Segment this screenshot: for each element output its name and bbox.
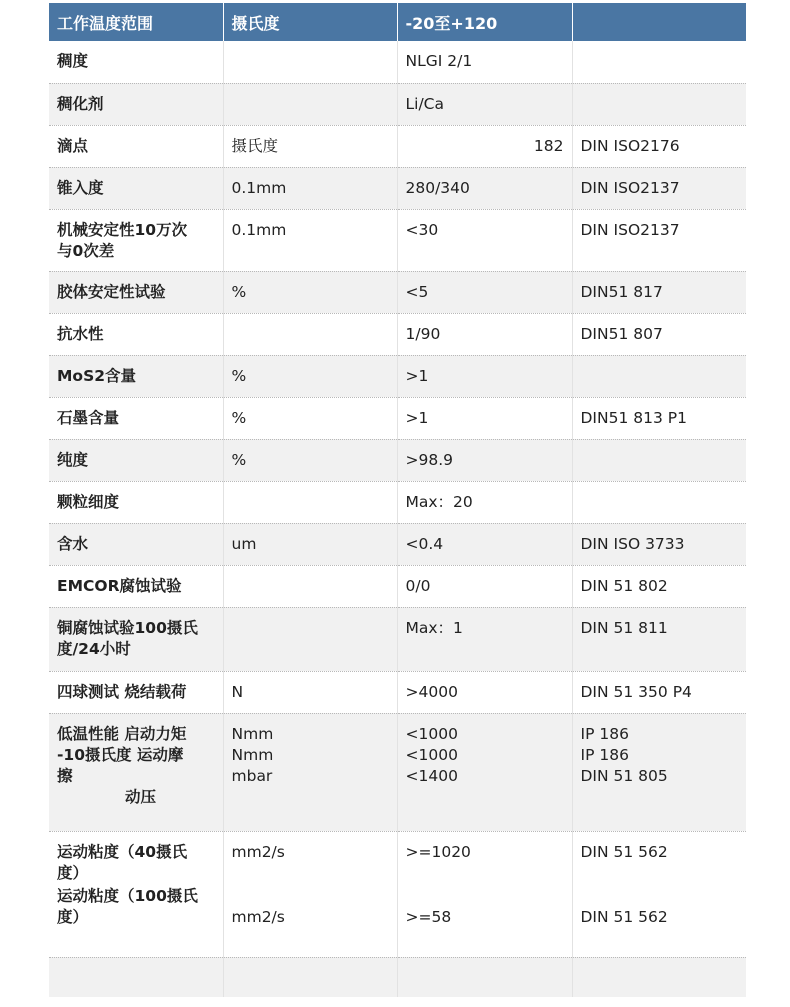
header-cell-value: -20至+120 bbox=[397, 3, 572, 41]
unit-cell bbox=[223, 397, 397, 439]
unit-cell bbox=[223, 41, 397, 83]
standard-cell bbox=[572, 565, 746, 607]
table-row bbox=[49, 167, 746, 209]
table-row bbox=[49, 271, 746, 313]
cell-text: MoS2含量 bbox=[57, 366, 137, 385]
unit-cell bbox=[223, 831, 397, 957]
cell-text: 182 bbox=[533, 136, 564, 155]
param-cell bbox=[49, 313, 223, 355]
cell-text: DIN ISO2137 bbox=[580, 220, 680, 239]
param-cell bbox=[49, 565, 223, 607]
cell-text: DIN51 807 bbox=[580, 324, 663, 343]
value-cell bbox=[397, 397, 572, 439]
cell-text: 纯度 bbox=[57, 450, 89, 469]
cell-text: 抗水性 bbox=[57, 324, 104, 343]
cell-text: 四球测试 烧结载荷 bbox=[57, 682, 187, 701]
param-cell bbox=[49, 397, 223, 439]
cell-text: >1 bbox=[405, 366, 429, 385]
table-row bbox=[49, 523, 746, 565]
cell-text: % bbox=[231, 450, 247, 469]
standard-cell bbox=[572, 41, 746, 83]
cell-text: 含水 bbox=[57, 534, 89, 553]
standard-cell bbox=[572, 523, 746, 565]
table-row bbox=[49, 397, 746, 439]
unit-cell bbox=[223, 565, 397, 607]
value-cell bbox=[397, 481, 572, 523]
cell-text: 机械安定性10万次 bbox=[57, 220, 188, 239]
table-header-row bbox=[49, 3, 746, 41]
standard-cell bbox=[572, 439, 746, 481]
value-cell bbox=[397, 831, 572, 957]
param-cell bbox=[49, 271, 223, 313]
value-cell bbox=[397, 313, 572, 355]
param-cell bbox=[49, 607, 223, 671]
table-row bbox=[49, 41, 746, 83]
cell-text: DIN 51 802 bbox=[580, 576, 668, 595]
standard-cell bbox=[572, 313, 746, 355]
value-cell bbox=[397, 713, 572, 831]
value-cell bbox=[397, 607, 572, 671]
spec-table bbox=[49, 3, 746, 997]
empty-cell bbox=[397, 957, 572, 997]
cell-text: IP 186 bbox=[580, 745, 629, 764]
cell-text: DIN 51 350 P4 bbox=[580, 682, 692, 701]
param-cell bbox=[49, 671, 223, 713]
cell-text: EMCOR腐蚀试验 bbox=[57, 576, 182, 595]
cell-text: >98.9 bbox=[405, 450, 453, 469]
unit-cell bbox=[223, 671, 397, 713]
cell-text: DIN51 813 P1 bbox=[580, 408, 687, 427]
unit-cell bbox=[223, 523, 397, 565]
unit-cell bbox=[223, 271, 397, 313]
cell-text: 颗粒细度 bbox=[57, 492, 120, 511]
value-cell bbox=[397, 671, 572, 713]
standard-cell bbox=[572, 671, 746, 713]
value-cell bbox=[397, 83, 572, 125]
standard-cell bbox=[572, 355, 746, 397]
table-row bbox=[49, 83, 746, 125]
param-cell bbox=[49, 125, 223, 167]
cell-text: 动压 bbox=[125, 787, 157, 806]
cell-text: 度/24小时 bbox=[57, 639, 131, 658]
param-cell bbox=[49, 831, 223, 957]
standard-cell bbox=[572, 167, 746, 209]
cell-text: <0.4 bbox=[405, 534, 444, 553]
unit-cell bbox=[223, 355, 397, 397]
cell-text: Nmm bbox=[231, 745, 274, 764]
value-cell bbox=[397, 271, 572, 313]
cell-text: DIN ISO2137 bbox=[580, 178, 680, 197]
cell-text: >4000 bbox=[405, 682, 458, 701]
table-row bbox=[49, 713, 746, 831]
cell-text: DIN ISO 3733 bbox=[580, 534, 685, 553]
param-cell bbox=[49, 481, 223, 523]
cell-text: 摄氏度 bbox=[231, 136, 279, 155]
cell-text: DIN51 817 bbox=[580, 282, 663, 301]
cell-text: DIN 51 562 bbox=[580, 842, 668, 861]
param-cell bbox=[49, 355, 223, 397]
unit-cell bbox=[223, 125, 397, 167]
value-cell bbox=[397, 125, 572, 167]
param-cell bbox=[49, 167, 223, 209]
cell-text: Nmm bbox=[231, 724, 274, 743]
cell-text: <30 bbox=[405, 220, 439, 239]
cell-text: 运动粘度（100摄氏 bbox=[57, 886, 198, 905]
cell-text: 1/90 bbox=[405, 324, 441, 343]
standard-cell bbox=[572, 125, 746, 167]
standard-cell bbox=[572, 397, 746, 439]
cell-text: 铜腐蚀试验100摄氏 bbox=[57, 618, 198, 637]
cell-text: 0/0 bbox=[405, 576, 431, 595]
cell-text: % bbox=[231, 366, 247, 385]
table-row bbox=[49, 831, 746, 957]
cell-text: 与0次差 bbox=[57, 241, 115, 260]
param-cell bbox=[49, 209, 223, 271]
param-cell bbox=[49, 41, 223, 83]
empty-cell bbox=[49, 957, 223, 997]
cell-text: IP 186 bbox=[580, 724, 629, 743]
empty-cell bbox=[572, 957, 746, 997]
table-row bbox=[49, 125, 746, 167]
cell-text: 锥入度 bbox=[57, 178, 104, 197]
cell-text: % bbox=[231, 408, 247, 427]
value-cell bbox=[397, 41, 572, 83]
cell-text: -10摄氏度 运动摩 bbox=[57, 745, 184, 764]
cell-text: 擦 bbox=[57, 766, 73, 785]
cell-text: N bbox=[231, 682, 244, 701]
unit-cell bbox=[223, 167, 397, 209]
cell-text: mm2/s bbox=[231, 907, 285, 926]
cell-text: DIN ISO2176 bbox=[580, 136, 680, 155]
unit-cell bbox=[223, 439, 397, 481]
cell-text: DIN 51 562 bbox=[580, 907, 668, 926]
cell-text: NLGI 2/1 bbox=[405, 52, 473, 70]
unit-cell bbox=[223, 83, 397, 125]
cell-text: 度） bbox=[57, 907, 89, 926]
cell-text: um bbox=[231, 534, 257, 553]
standard-cell bbox=[572, 607, 746, 671]
spec-table-container bbox=[49, 3, 746, 997]
cell-text: DIN 51 805 bbox=[580, 766, 668, 785]
cell-text: >1 bbox=[405, 408, 429, 427]
cell-text: <1000 bbox=[405, 724, 458, 743]
cell-text: 0.1mm bbox=[231, 220, 287, 239]
cell-text: Max：20 bbox=[405, 492, 473, 511]
cell-text: mm2/s bbox=[231, 842, 285, 861]
table-row bbox=[49, 209, 746, 271]
table-row bbox=[49, 439, 746, 481]
cell-text: >=1020 bbox=[405, 842, 471, 861]
param-cell bbox=[49, 439, 223, 481]
cell-text: 稠化剂 bbox=[57, 94, 104, 113]
value-cell bbox=[397, 167, 572, 209]
cell-text: 滴点 bbox=[57, 136, 89, 155]
cell-text: 度） bbox=[57, 863, 89, 882]
cell-text: DIN 51 811 bbox=[580, 618, 668, 637]
unit-cell bbox=[223, 481, 397, 523]
header-cell-unit: 摄氏度 bbox=[223, 3, 397, 41]
value-cell bbox=[397, 209, 572, 271]
table-row bbox=[49, 481, 746, 523]
cell-text: <1000 bbox=[405, 745, 458, 764]
cell-text: 280/340 bbox=[405, 178, 470, 197]
cell-text: 0.1mm bbox=[231, 178, 287, 197]
standard-cell bbox=[572, 831, 746, 957]
table-row-empty bbox=[49, 957, 746, 997]
cell-text: Li/Ca bbox=[405, 94, 444, 113]
table-row bbox=[49, 313, 746, 355]
cell-text: 胶体安定性试验 bbox=[57, 282, 166, 301]
table-row bbox=[49, 355, 746, 397]
cell-text: <5 bbox=[405, 282, 429, 301]
cell-text: Max：1 bbox=[405, 618, 463, 637]
unit-cell bbox=[223, 209, 397, 271]
empty-cell bbox=[223, 957, 397, 997]
standard-cell bbox=[572, 271, 746, 313]
table-row bbox=[49, 565, 746, 607]
cell-text: 稠度 bbox=[57, 52, 89, 70]
cell-text: >=58 bbox=[405, 907, 452, 926]
value-cell bbox=[397, 523, 572, 565]
header-cell-standard bbox=[572, 3, 746, 41]
table-row bbox=[49, 671, 746, 713]
standard-cell bbox=[572, 481, 746, 523]
standard-cell bbox=[572, 713, 746, 831]
standard-cell bbox=[572, 209, 746, 271]
value-cell bbox=[397, 355, 572, 397]
cell-text: mbar bbox=[231, 766, 273, 785]
param-cell bbox=[49, 713, 223, 831]
param-cell bbox=[49, 523, 223, 565]
cell-text: 运动粘度（40摄氏 bbox=[57, 842, 188, 861]
cell-text: 石墨含量 bbox=[57, 408, 120, 427]
cell-text: 低温性能 启动力矩 bbox=[57, 724, 187, 743]
unit-cell bbox=[223, 607, 397, 671]
param-cell bbox=[49, 83, 223, 125]
cell-text: <1400 bbox=[405, 766, 458, 785]
value-cell bbox=[397, 565, 572, 607]
unit-cell bbox=[223, 713, 397, 831]
table-row bbox=[49, 607, 746, 671]
value-cell bbox=[397, 439, 572, 481]
unit-cell bbox=[223, 313, 397, 355]
standard-cell bbox=[572, 83, 746, 125]
header-cell-parameter: 工作温度范围 bbox=[49, 3, 223, 41]
cell-text: % bbox=[231, 282, 247, 301]
